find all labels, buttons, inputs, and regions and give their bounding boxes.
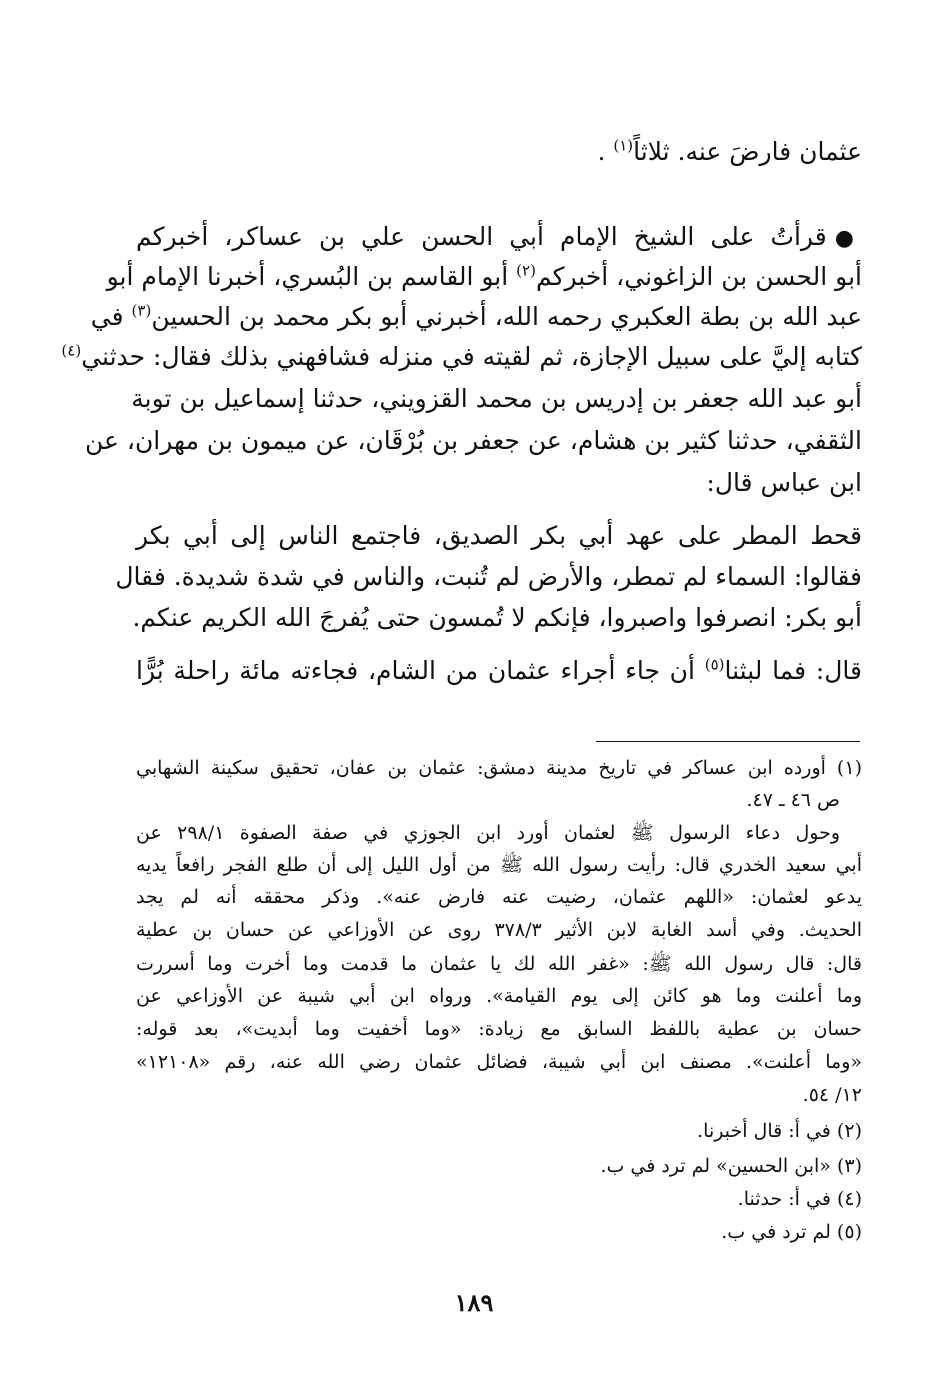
footnote-1-line-11: ١٢/ ٥٤. [802, 1084, 862, 1106]
paragraph-1-line-1 [136, 222, 862, 251]
para1-line2-text-a: أبو الحسن بن الزاغوني، أخبركم [535, 262, 862, 291]
footnote-1-line-1: (١) أورده ابن عساكر في تاريخ مدينة دمشق: عثمان بن عفان، تحقيق سكينة الشهابي [136, 757, 862, 779]
footnote-1-line-6: الحديث. وفي أسد الغابة لابن الأثير ٣٧٨/٣ روى عن الأوزاعي عن حسان بن عطية [136, 919, 862, 941]
footnote-1-line-9: حسان بن عطية باللفظ السابق مع زيادة: «وما أخفيت وما أبديت»، بعد قوله: [136, 1018, 862, 1040]
paragraph-3-line-1 [136, 656, 862, 685]
footnote-ref-5[interactable]: (٥) [704, 655, 725, 674]
footnote-1-line-2: ص ٤٦ ـ ٤٧. [746, 789, 840, 811]
paragraph-1-line-5: أبو عبد الله جعفر بن إدريس بن محمد القزويني، حدثنا إسماعيل بن توبة [131, 384, 862, 413]
opening-text: عثمان فارضَ عنه. ثلاثاً [633, 137, 862, 166]
footnote-ref-4[interactable]: (٤) [61, 341, 82, 360]
paragraph-1-line-7: ابن عباس قال: [706, 468, 862, 497]
paragraph-1-line-6: الثقفي، حدثنا كثير بن هشام، عن جعفر بن بُرْقَان، عن ميمون بن مهران، عن [84, 426, 862, 455]
paragraph-2-line-3: أبو بكر: انصرفوا واصبروا، فإنكم لا تُمسون حتى يُفرجَ الله الكريم عنكم. [132, 603, 862, 632]
footnote-3: (٣) «ابن الحسين» لم ترد في ب. [600, 1155, 862, 1177]
paragraph-1-line-4 [61, 341, 862, 371]
footnote-1-line-8: وما أعلنت وما هو كائن إلى يوم القيامة». ورواه ابن أبي شيبة عن الأوزاعي عن [136, 985, 862, 1007]
paragraph-2-line-2: فقالوا: السماء لم تمطر، والأرض لم تُنبت، والناس في شدة شديدة. فقال [115, 562, 862, 591]
footnote-5: (٥) لم ترد في ب. [721, 1221, 862, 1243]
para3-line1-text-a: قال: فما لبثنا [724, 656, 863, 685]
para3-line1-text-b: أن جاء أجراء عثمان من الشام، فجاءته مائة راحلة بُرًّا [136, 656, 705, 685]
footnote-ref-1[interactable]: (١) [613, 136, 634, 155]
opening-end: . [597, 137, 614, 166]
footnote-1-line-3: وحول دعاء الرسول ﷺ لعثمان أورد ابن الجوزي في صفة الصفوة ٢٩٨/١ عن [136, 822, 841, 844]
footnote-2: (٢) في أ: قال أخبرنا. [697, 1120, 862, 1142]
para1-line3-text-a: عبد الله بن بطة العكبري رحمه الله، أخبرني أبو بكر محمد بن الحسين [151, 302, 862, 331]
opening-line [136, 137, 862, 166]
footnote-1-line-4: أبي سعيد الخدري قال: رأيت رسول الله ﷺ من أول الليل إلى أن طلع الفجر رافعاً يديه [136, 854, 862, 876]
footnote-1-line-10: «وما أعلنت». مصنف ابن أبي شيبة، فضائل عثمان رضي الله عنه، رقم «١٢١٠٨» [136, 1051, 862, 1073]
footnote-1-line-7: قال: قال رسول الله ﷺ: «غفر الله لك يا عثمان ما قدمت وما أخرت وما أسررت [136, 953, 862, 975]
bullet-icon: ● [834, 226, 862, 251]
footnote-1-line-5: يدعو لعثمان: «اللهم عثمان، رضيت عنه فارض عنه». وذكر محققه أنه لم يجد [136, 886, 862, 908]
paragraph-1-line-3 [90, 301, 862, 331]
para1-line1-text: قرأتُ على الشيخ الإمام أبي الحسن علي بن عساكر، أخبركم [136, 222, 827, 251]
footnote-ref-3[interactable]: (٣) [131, 301, 152, 320]
footnote-4: (٤) في أ: حدثنا. [737, 1188, 862, 1210]
footnote-ref-2[interactable]: (٢) [516, 261, 536, 280]
footnote-divider [596, 741, 860, 742]
paragraph-2-line-1: قحط المطر على عهد أبي بكر الصديق، فاجتمع الناس إلى أبي بكر [136, 521, 862, 550]
paragraph-1-line-2 [106, 261, 862, 291]
page-number: ١٨٩ [454, 1288, 494, 1317]
para1-line2-text-b: أبو القاسم بن البُسري، أخبرنا الإمام أبو [106, 262, 517, 291]
para1-line3-text-b: في [90, 302, 132, 331]
para1-line4-text: كتابه إليَّ على سبيل الإجازة، ثم لقيته في منزله فشافهني بذلك فقال: حدثني [81, 342, 862, 371]
